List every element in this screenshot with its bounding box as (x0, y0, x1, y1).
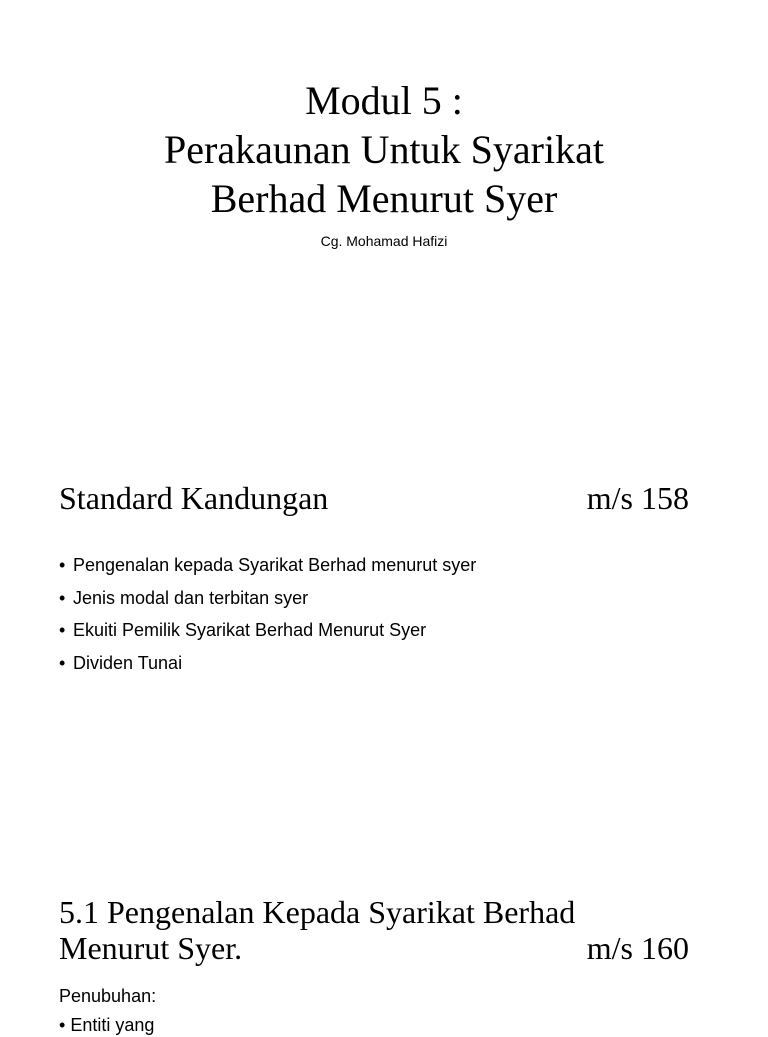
slide-heading (59, 894, 689, 966)
list-item-text: Jenis modal dan terbitan syer (73, 587, 309, 608)
heading-text: Menurut Syer. (59, 930, 243, 966)
list-item-text: Entiti yang (70, 1015, 155, 1035)
slide-heading (59, 480, 689, 516)
title-slide (0, 0, 768, 460)
page-reference: m/s 160 (586, 930, 689, 966)
title-line: Perakaunan Untuk Syarikat (164, 127, 604, 172)
list-item-text: Pengenalan kepada Syarikat Berhad menurut syer (73, 555, 477, 575)
author-name: Cg. Mohamad Hafizi (320, 233, 448, 249)
list-item (59, 1013, 154, 1037)
section-slide (0, 880, 768, 1035)
heading-text: 5.1 Pengenalan Kepada Syarikat Berhad (59, 894, 576, 930)
heading-text: Standard Kandungan (59, 480, 329, 516)
bullet-icon: • (59, 620, 66, 640)
heading-row (59, 930, 689, 966)
body-label: Penubuhan: (59, 986, 157, 1006)
list-item (59, 549, 476, 582)
title-line: Berhad Menurut Syer (210, 176, 558, 221)
slide-title (0, 76, 768, 223)
list-item (59, 647, 476, 680)
bullet-icon: • (59, 587, 66, 608)
bullet-icon: • (59, 1015, 66, 1035)
list-item (59, 582, 476, 615)
bullet-list (59, 549, 476, 679)
title-line: Modul 5 : (305, 78, 463, 123)
list-item-text: Ekuiti Pemilik Syarikat Berhad Menurut Syer (73, 620, 427, 640)
page-reference: m/s 158 (586, 480, 689, 516)
list-item-text: Dividen Tunai (73, 652, 183, 673)
bullet-icon: • (59, 652, 66, 673)
list-item (59, 614, 476, 647)
bullet-icon: • (59, 555, 66, 575)
content-standard-slide (0, 460, 768, 880)
